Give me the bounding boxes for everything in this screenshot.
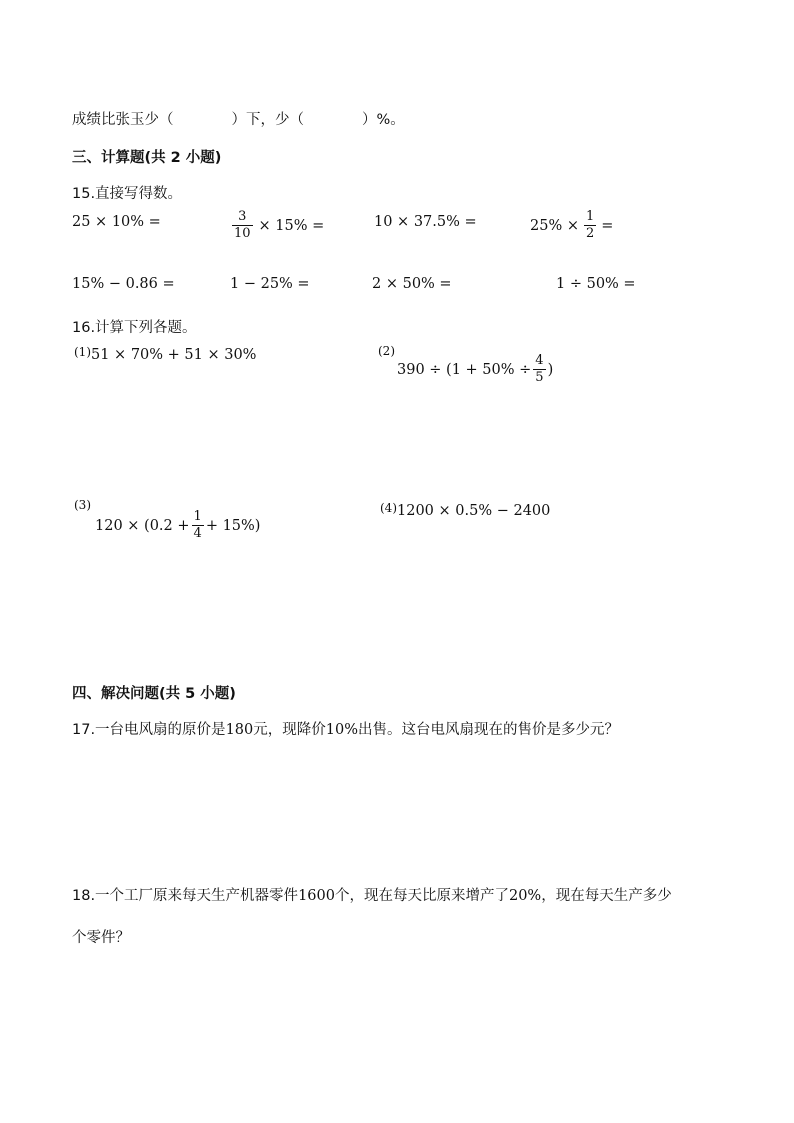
part-expr: 51 × 70% + 51 × 30% xyxy=(91,347,257,363)
q15-expr-6: 1 − 25% = xyxy=(230,276,310,292)
denominator: 2 xyxy=(586,226,595,242)
intro-line xyxy=(72,108,405,129)
q15-title: 15.直接写得数。 xyxy=(72,186,183,202)
part-label: (1) xyxy=(74,345,91,359)
q15-expr-1: 25 × 10% = xyxy=(72,214,161,230)
q15-expr-2 xyxy=(230,210,324,242)
q16-part-3 xyxy=(74,498,260,542)
q18-part-b: 个，现在每天比原来增产了 xyxy=(334,888,509,904)
part-expr: 1200 × 0.5% − 2400 xyxy=(397,503,551,519)
q17-part-c: 出售。这台电风扇现在的售价是多少元？ xyxy=(357,722,619,738)
q16-part-4 xyxy=(380,500,550,519)
q15-expr-4 xyxy=(530,210,613,242)
part-label: (2) xyxy=(378,344,395,358)
expr-post: ) xyxy=(547,361,554,378)
q17-part-b: 元，现降价 xyxy=(253,722,326,738)
q17-text xyxy=(72,718,619,739)
q18-part-c: ，现在每天生产多少 xyxy=(541,888,672,904)
numerator: 3 xyxy=(238,209,247,224)
intro-text-1: 成绩比张玉少（ xyxy=(72,112,174,128)
numerator: 1 xyxy=(586,209,595,224)
q17-number-percent: 10% xyxy=(325,722,358,738)
q18-text-line-2: 个零件？ xyxy=(72,930,130,946)
expr-pre: 25% × xyxy=(530,217,579,234)
intro-text-3: ）%。 xyxy=(362,112,405,128)
part-label: (4) xyxy=(380,501,397,515)
expr-pre: 390 ÷ (1 + 50% ÷ xyxy=(397,361,532,378)
denominator: 5 xyxy=(535,370,544,386)
q17-part-a: 17.一台电风扇的原价是 xyxy=(72,722,226,738)
denominator: 4 xyxy=(193,526,202,542)
numerator: 1 xyxy=(193,509,202,524)
q17-number-price: 180 xyxy=(225,722,254,738)
fraction xyxy=(584,210,596,242)
q15-expr-8: 1 ÷ 50% = xyxy=(556,276,636,292)
q18-part-a: 18.一个工厂原来每天生产机器零件 xyxy=(72,888,299,904)
fraction xyxy=(192,510,204,542)
q16-title: 16.计算下列各题。 xyxy=(72,320,197,336)
q15-expr-7: 2 × 50% = xyxy=(372,276,452,292)
expr-rest: = xyxy=(601,217,614,234)
section-4-header: 四、解决问题(共 5 小题) xyxy=(72,686,236,702)
numerator: 4 xyxy=(535,353,544,368)
expr-pre: 120 × (0.2 + xyxy=(95,517,190,534)
denominator: 10 xyxy=(234,226,251,242)
q18-text xyxy=(72,884,672,905)
expr-post: + 15%) xyxy=(205,517,261,534)
q15-expr-5: 15% − 0.86 = xyxy=(72,276,175,292)
section-3-header: 三、计算题(共 2 小题) xyxy=(72,150,222,166)
fraction xyxy=(533,354,545,386)
expr-rest: × 15% = xyxy=(258,217,325,234)
q15-expr-3: 10 × 37.5% = xyxy=(374,214,477,230)
part-label: (3) xyxy=(74,498,91,512)
q16-part-2 xyxy=(378,344,553,386)
q16-part-1 xyxy=(74,344,256,363)
intro-text-2: ）下，少（ xyxy=(231,112,304,128)
q18-number-parts: 1600 xyxy=(298,888,335,904)
fraction xyxy=(232,210,253,242)
q18-number-percent: 20% xyxy=(508,888,542,904)
